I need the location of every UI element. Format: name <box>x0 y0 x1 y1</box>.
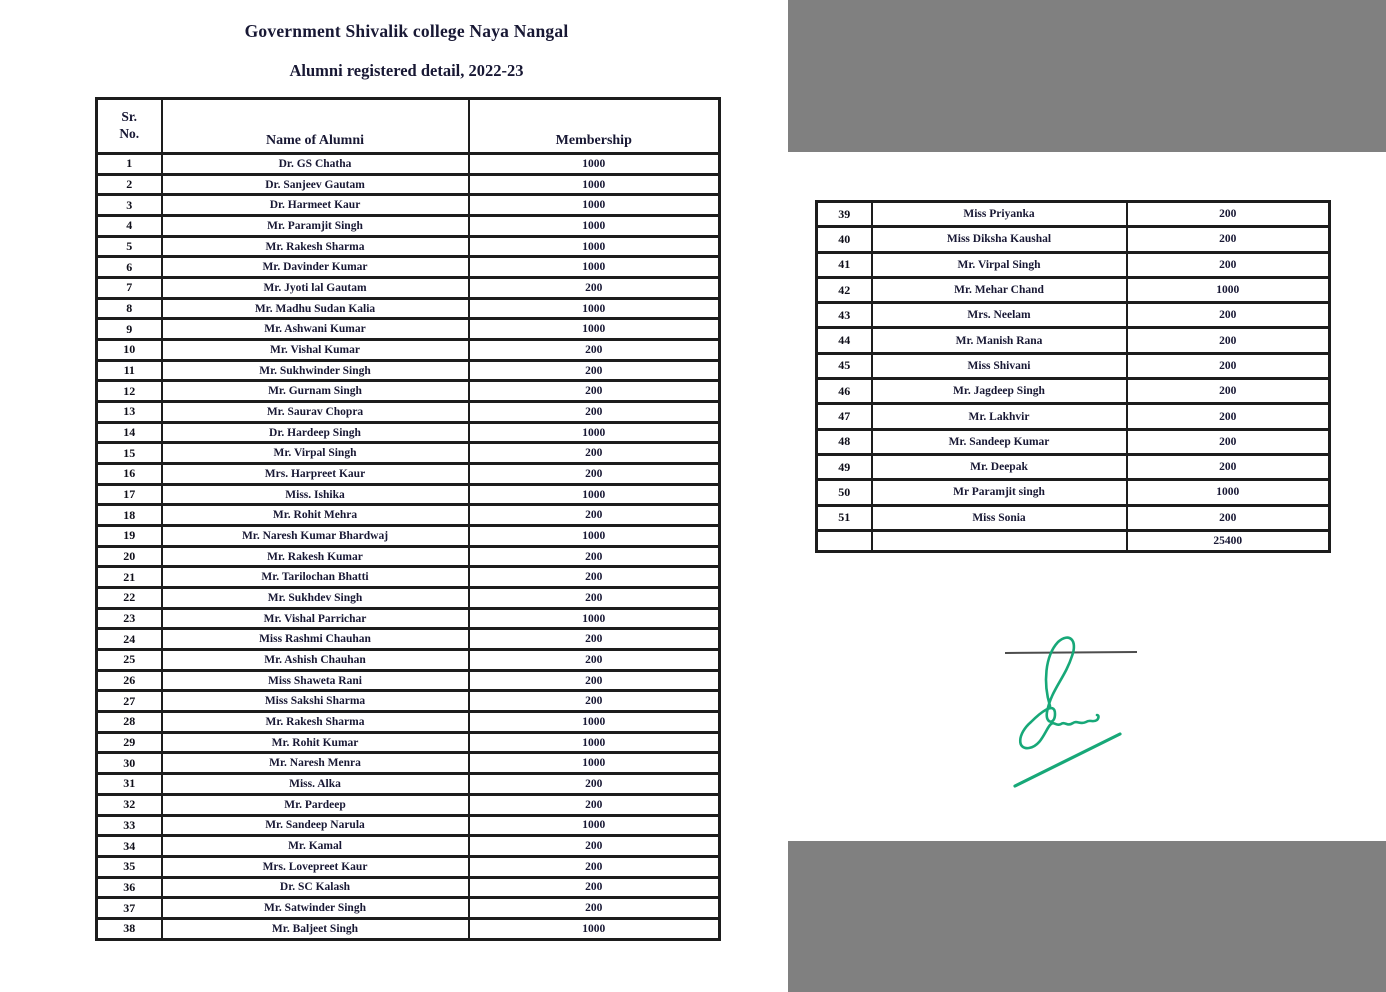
alumni-table-left <box>95 97 721 941</box>
cell-membership: 200 <box>1127 252 1330 277</box>
cell-name: Mr. Kamal <box>162 836 469 857</box>
cell-sr: 42 <box>817 277 872 302</box>
header-sr-no: Sr. No. <box>97 99 162 154</box>
cell-membership: 1000 <box>469 422 720 443</box>
table-row <box>817 353 1330 378</box>
cell-sr: 7 <box>97 278 162 299</box>
page-title: Government Shivalik college Naya Nangal <box>244 21 569 41</box>
cell-membership: 200 <box>1127 303 1330 328</box>
header-name-of-alumni: Name of Alumni <box>162 99 469 154</box>
table-row <box>97 443 720 464</box>
cell-sr: 43 <box>817 303 872 328</box>
cell-name: Mr. Gurnam Singh <box>162 381 469 402</box>
table-row <box>97 484 720 505</box>
table-row <box>97 546 720 567</box>
table-row <box>817 252 1330 277</box>
table-row <box>97 567 720 588</box>
cell-membership: 1000 <box>469 918 720 939</box>
cell-sr: 30 <box>97 753 162 774</box>
cell-name: Mr. Vishal Parrichar <box>162 608 469 629</box>
cell-sr: 51 <box>817 505 872 530</box>
cell-membership: 200 <box>469 650 720 671</box>
cell-name: Mr. Pardeep <box>162 794 469 815</box>
signature-ink <box>995 628 1145 798</box>
cell-sr: 5 <box>97 236 162 257</box>
cell-name: Mrs. Harpreet Kaur <box>162 464 469 485</box>
cell-sr: 20 <box>97 546 162 567</box>
cell-membership: 200 <box>469 836 720 857</box>
cell-name: Dr. GS Chatha <box>162 154 469 175</box>
cell-name: Mr. Naresh Menra <box>162 753 469 774</box>
cell-sr: 25 <box>97 650 162 671</box>
cell-membership: 200 <box>1127 404 1330 429</box>
table-row <box>97 464 720 485</box>
cell-name: Mr. Ashish Chauhan <box>162 650 469 671</box>
cell-sr: 18 <box>97 505 162 526</box>
table-row <box>97 422 720 443</box>
cell-sr: 15 <box>97 443 162 464</box>
cell-sr: 31 <box>97 774 162 795</box>
cell-membership: 200 <box>469 505 720 526</box>
cell-sr: 33 <box>97 815 162 836</box>
table-row <box>97 712 720 733</box>
cell-membership: 200 <box>469 691 720 712</box>
cell-name: Mr. Sandeep Kumar <box>872 429 1127 454</box>
cell-name: Mr. Sukhwinder Singh <box>162 360 469 381</box>
signature-baseline-line <box>1005 652 1137 653</box>
cell-sr: 22 <box>97 588 162 609</box>
table-row <box>97 360 720 381</box>
table-row <box>817 227 1330 252</box>
header-row <box>97 99 720 154</box>
cell-name: Dr. Sanjeev Gautam <box>162 174 469 195</box>
cell-membership: 200 <box>469 877 720 898</box>
table-row <box>97 154 720 175</box>
cell-sr: 32 <box>97 794 162 815</box>
table-row <box>817 404 1330 429</box>
table-row <box>817 303 1330 328</box>
cell-membership: 200 <box>1127 227 1330 252</box>
cell-name: Miss. Ishika <box>162 484 469 505</box>
cell-sr: 40 <box>817 227 872 252</box>
table-row <box>817 328 1330 353</box>
cell-name: Mr. Virpal Singh <box>162 443 469 464</box>
table-row <box>97 236 720 257</box>
cell-sr: 23 <box>97 608 162 629</box>
cell-sr: 12 <box>97 381 162 402</box>
cell-sr: 6 <box>97 257 162 278</box>
cell-name: Mr. Paramjit Singh <box>162 216 469 237</box>
cell-membership: 200 <box>469 381 720 402</box>
cell-sr: 29 <box>97 732 162 753</box>
cell-sr: 2 <box>97 174 162 195</box>
table-row <box>97 174 720 195</box>
table-row <box>97 898 720 919</box>
cell-sr: 3 <box>97 195 162 216</box>
cell-membership: 1000 <box>469 526 720 547</box>
cell-name: Dr. Hardeep Singh <box>162 422 469 443</box>
table-row <box>97 257 720 278</box>
cell-name: Miss Shaweta Rani <box>162 670 469 691</box>
cell-membership: 1000 <box>469 154 720 175</box>
table-row <box>97 753 720 774</box>
cell-membership: 1000 <box>469 195 720 216</box>
cell-membership: 1000 <box>469 319 720 340</box>
cell-membership: 200 <box>1127 454 1330 479</box>
cell-name: Mr. Rakesh Sharma <box>162 712 469 733</box>
table-row <box>817 379 1330 404</box>
table-row <box>97 216 720 237</box>
cell-name: Mr. Rohit Mehra <box>162 505 469 526</box>
cell-membership: 200 <box>1127 429 1330 454</box>
cell-membership: 1000 <box>469 712 720 733</box>
table-row <box>97 195 720 216</box>
table-row <box>97 670 720 691</box>
cell-name: Mr. Deepak <box>872 454 1127 479</box>
header-membership: Membership <box>469 99 720 154</box>
cell-sr: 28 <box>97 712 162 733</box>
cell-name: Miss Shivani <box>872 353 1127 378</box>
cell-membership: 200 <box>469 546 720 567</box>
cell-name: Dr. SC Kalash <box>162 877 469 898</box>
cell-membership: 200 <box>469 340 720 361</box>
cell-membership: 1000 <box>469 236 720 257</box>
cell-membership: 200 <box>469 629 720 650</box>
table-row <box>817 429 1330 454</box>
page-subtitle: Alumni registered detail, 2022-23 <box>289 61 524 80</box>
cell-membership: 200 <box>469 443 720 464</box>
cell-membership: 1000 <box>1127 277 1330 302</box>
cell-membership: 200 <box>469 794 720 815</box>
cell-name: Mr. Sandeep Narula <box>162 815 469 836</box>
cell-sr: 46 <box>817 379 872 404</box>
cell-sr: 19 <box>97 526 162 547</box>
table-row <box>97 691 720 712</box>
cell-membership: 1000 <box>469 174 720 195</box>
cell-sr: 39 <box>817 202 872 227</box>
cell-name: Mr. Ashwani Kumar <box>162 319 469 340</box>
table-row <box>97 877 720 898</box>
cell-membership: 1000 <box>469 484 720 505</box>
cell-name: Miss Rashmi Chauhan <box>162 629 469 650</box>
table-row <box>97 526 720 547</box>
cell-membership: 1000 <box>1127 480 1330 505</box>
table-row <box>97 732 720 753</box>
table-row <box>97 298 720 319</box>
cell-membership: 200 <box>469 278 720 299</box>
cell-name: Miss Sakshi Sharma <box>162 691 469 712</box>
signature-underline-stroke <box>1015 734 1120 786</box>
cell-sr: 27 <box>97 691 162 712</box>
cell-name: Mr. Lakhvir <box>872 404 1127 429</box>
table-row <box>97 278 720 299</box>
cell-membership: 200 <box>469 588 720 609</box>
cell-name: Mr Paramjit singh <box>872 480 1127 505</box>
cell-sr: 37 <box>97 898 162 919</box>
table-row <box>817 505 1330 530</box>
table-row <box>97 340 720 361</box>
cell-sr: 21 <box>97 567 162 588</box>
cell-membership: 200 <box>469 774 720 795</box>
cell-sr: 13 <box>97 402 162 423</box>
table-row <box>97 505 720 526</box>
cell-sr <box>817 530 872 551</box>
table-row <box>97 774 720 795</box>
cell-membership: 200 <box>469 856 720 877</box>
alumni-table-right <box>815 200 1331 553</box>
cell-sr: 14 <box>97 422 162 443</box>
cell-sr: 11 <box>97 360 162 381</box>
cell-sr: 17 <box>97 484 162 505</box>
cell-sr: 50 <box>817 480 872 505</box>
cell-sr: 35 <box>97 856 162 877</box>
cell-membership: 1000 <box>469 298 720 319</box>
cell-sr: 16 <box>97 464 162 485</box>
table-row <box>97 650 720 671</box>
cell-sr: 41 <box>817 252 872 277</box>
redaction-block-bottom <box>788 841 1386 992</box>
table-row <box>817 454 1330 479</box>
cell-name: Mr. Baljeet Singh <box>162 918 469 939</box>
cell-name: Miss Diksha Kaushal <box>872 227 1127 252</box>
cell-sr: 4 <box>97 216 162 237</box>
cell-name: Mr. Davinder Kumar <box>162 257 469 278</box>
table-row <box>97 402 720 423</box>
table-header <box>97 99 720 154</box>
cell-name: Mr. Saurav Chopra <box>162 402 469 423</box>
cell-membership: 200 <box>1127 202 1330 227</box>
cell-sr: 26 <box>97 670 162 691</box>
cell-sr: 9 <box>97 319 162 340</box>
cell-membership: 1000 <box>469 815 720 836</box>
cell-name: Mr. Mehar Chand <box>872 277 1127 302</box>
table-row <box>97 629 720 650</box>
cell-sr: 24 <box>97 629 162 650</box>
cell-name: Mr. Rakesh Sharma <box>162 236 469 257</box>
cell-name: Mr. Rohit Kumar <box>162 732 469 753</box>
table-row <box>97 918 720 939</box>
cell-sr: 8 <box>97 298 162 319</box>
cell-membership: 200 <box>469 402 720 423</box>
cell-membership: 1000 <box>469 732 720 753</box>
cell-membership: 1000 <box>469 216 720 237</box>
cell-membership: 200 <box>469 898 720 919</box>
cell-membership: 1000 <box>469 753 720 774</box>
signature-scribble <box>1020 638 1098 749</box>
cell-membership: 200 <box>1127 353 1330 378</box>
cell-membership: 1000 <box>469 257 720 278</box>
cell-name: Mr. Satwinder Singh <box>162 898 469 919</box>
cell-membership: 200 <box>1127 379 1330 404</box>
table-row <box>97 794 720 815</box>
cell-name: Mr. Madhu Sudan Kalia <box>162 298 469 319</box>
cell-name: Mr. Naresh Kumar Bhardwaj <box>162 526 469 547</box>
table-row <box>97 815 720 836</box>
table-row <box>817 277 1330 302</box>
table-row <box>817 202 1330 227</box>
table-row <box>817 530 1330 551</box>
cell-name: Mr. Tarilochan Bhatti <box>162 567 469 588</box>
cell-sr: 34 <box>97 836 162 857</box>
cell-membership: 200 <box>1127 328 1330 353</box>
cell-name: Mrs. Lovepreet Kaur <box>162 856 469 877</box>
cell-name: Mr. Manish Rana <box>872 328 1127 353</box>
cell-membership: 200 <box>469 567 720 588</box>
cell-membership: 200 <box>469 670 720 691</box>
cell-sr: 1 <box>97 154 162 175</box>
table-row <box>97 319 720 340</box>
cell-name: Mr. Jagdeep Singh <box>872 379 1127 404</box>
cell-name: Mr. Virpal Singh <box>872 252 1127 277</box>
cell-name: Miss Sonia <box>872 505 1127 530</box>
cell-membership: 25400 <box>1127 530 1330 551</box>
cell-name: Dr. Harmeet Kaur <box>162 195 469 216</box>
table-row <box>97 608 720 629</box>
cell-sr: 36 <box>97 877 162 898</box>
cell-membership: 200 <box>1127 505 1330 530</box>
cell-name: Mr. Sukhdev Singh <box>162 588 469 609</box>
cell-sr: 49 <box>817 454 872 479</box>
cell-name: Miss. Alka <box>162 774 469 795</box>
table-row <box>97 856 720 877</box>
cell-membership: 200 <box>469 464 720 485</box>
table-row <box>97 836 720 857</box>
cell-sr: 48 <box>817 429 872 454</box>
cell-sr: 38 <box>97 918 162 939</box>
cell-sr: 44 <box>817 328 872 353</box>
cell-sr: 45 <box>817 353 872 378</box>
cell-sr: 47 <box>817 404 872 429</box>
table-row <box>97 588 720 609</box>
cell-name: Mr. Jyoti lal Gautam <box>162 278 469 299</box>
cell-name: Mr. Rakesh Kumar <box>162 546 469 567</box>
cell-name: Mrs. Neelam <box>872 303 1127 328</box>
cell-name <box>872 530 1127 551</box>
table-row <box>817 480 1330 505</box>
cell-name: Miss Priyanka <box>872 202 1127 227</box>
cell-sr: 10 <box>97 340 162 361</box>
table-row <box>97 381 720 402</box>
redaction-block-top <box>788 0 1386 152</box>
cell-membership: 1000 <box>469 608 720 629</box>
cell-membership: 200 <box>469 360 720 381</box>
cell-name: Mr. Vishal Kumar <box>162 340 469 361</box>
